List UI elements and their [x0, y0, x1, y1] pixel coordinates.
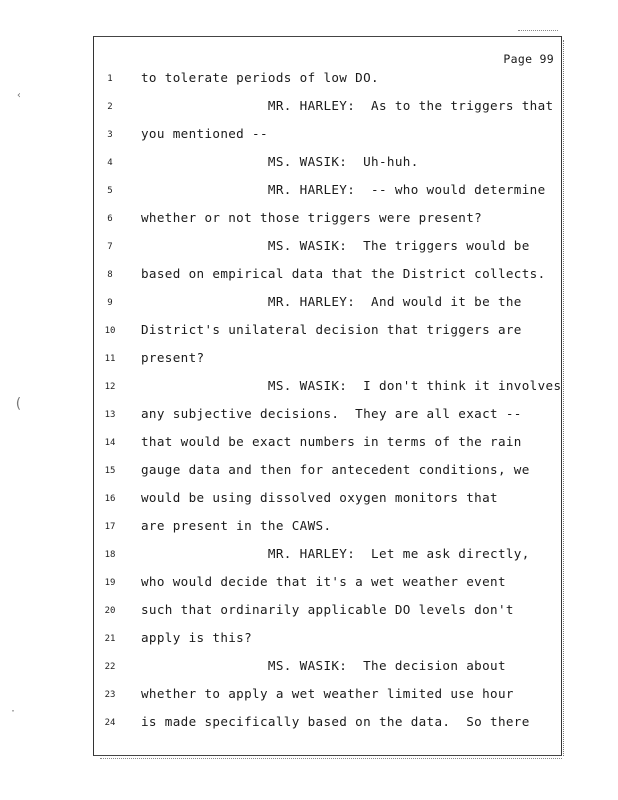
line-text: based on empirical data that the District collects.: [141, 266, 546, 281]
transcript-line: [0, 406, 560, 426]
transcript-line: [0, 434, 560, 454]
line-text: District's unilateral decision that triggers are: [141, 322, 522, 337]
line-text: to tolerate periods of low DO.: [141, 70, 379, 85]
frame-shadow: [560, 40, 564, 756]
line-text: present?: [141, 350, 205, 365]
transcript-line: [0, 714, 560, 734]
line-number: 21: [104, 634, 116, 644]
line-number: 2: [107, 102, 113, 112]
transcript-line: [0, 70, 560, 90]
line-text: who would decide that it's a wet weather event: [141, 574, 506, 589]
line-text: MS. WASIK: Uh-huh.: [141, 154, 419, 169]
line-text: whether to apply a wet weather limited use hour: [141, 686, 514, 701]
line-text: MS. WASIK: The triggers would be: [141, 238, 530, 253]
transcript-line: [0, 658, 560, 678]
line-text: MS. WASIK: I don't think it involves: [141, 378, 562, 393]
transcript-line: [0, 350, 560, 370]
line-number: 9: [107, 298, 113, 308]
line-number: 12: [104, 382, 116, 392]
line-number: 15: [104, 466, 116, 476]
line-text: such that ordinarily applicable DO levels don't: [141, 602, 514, 617]
transcript-line: [0, 602, 560, 622]
transcript-line: [0, 98, 560, 118]
scan-mark: [518, 30, 558, 32]
line-number: 5: [107, 186, 113, 196]
line-number: 14: [104, 438, 116, 448]
line-text: is made specifically based on the data. So there: [141, 714, 530, 729]
transcript-line: [0, 182, 560, 202]
line-text: that would be exact numbers in terms of the rain: [141, 434, 522, 449]
transcript-line: [0, 378, 560, 398]
line-number: 10: [104, 326, 116, 336]
transcript-line: [0, 518, 560, 538]
line-text: gauge data and then for antecedent conditions, we: [141, 462, 530, 477]
line-text: MR. HARLEY: -- who would determine: [141, 182, 546, 197]
transcript-line: [0, 238, 560, 258]
line-number: 4: [107, 158, 113, 168]
line-number: 6: [107, 214, 113, 224]
line-number: 8: [107, 270, 113, 280]
transcript-line: [0, 266, 560, 286]
line-number: 20: [104, 606, 116, 616]
transcript-line: [0, 126, 560, 146]
transcript-line: [0, 210, 560, 230]
page-number: Page 99: [503, 52, 554, 66]
line-number: 22: [104, 662, 116, 672]
bottom-shadow: [100, 756, 562, 759]
line-text: any subjective decisions. They are all exact --: [141, 406, 522, 421]
scan-artifact: (: [14, 396, 23, 412]
transcript-line: [0, 686, 560, 706]
line-number: 18: [104, 550, 116, 560]
line-text: apply is this?: [141, 630, 253, 645]
line-text: MR. HARLEY: As to the triggers that: [141, 98, 554, 113]
line-number: 17: [104, 522, 116, 532]
transcript-line: [0, 154, 560, 174]
line-text: MR. HARLEY: And would it be the: [141, 294, 522, 309]
scan-artifact: ‹: [16, 90, 23, 101]
line-text: you mentioned --: [141, 126, 268, 141]
line-number: 24: [104, 718, 116, 728]
transcript-line: [0, 574, 560, 594]
line-number: 19: [104, 578, 116, 588]
transcript-line: [0, 490, 560, 510]
transcript-line: [0, 322, 560, 342]
line-text: MR. HARLEY: Let me ask directly,: [141, 546, 530, 561]
transcript-line: [0, 462, 560, 482]
line-number: 7: [107, 242, 113, 252]
line-number: 16: [104, 494, 116, 504]
line-number: 23: [104, 690, 116, 700]
transcript-line: [0, 546, 560, 566]
line-text: whether or not those triggers were present?: [141, 210, 483, 225]
line-number: 3: [107, 130, 113, 140]
line-number: 11: [104, 354, 116, 364]
line-number: 13: [104, 410, 116, 420]
line-text: are present in the CAWS.: [141, 518, 332, 533]
scan-artifact: ·: [10, 706, 17, 717]
transcript-line: [0, 630, 560, 650]
transcript-line: [0, 294, 560, 314]
line-text: MS. WASIK: The decision about: [141, 658, 506, 673]
line-text: would be using dissolved oxygen monitors that: [141, 490, 498, 505]
line-number: 1: [107, 74, 113, 84]
